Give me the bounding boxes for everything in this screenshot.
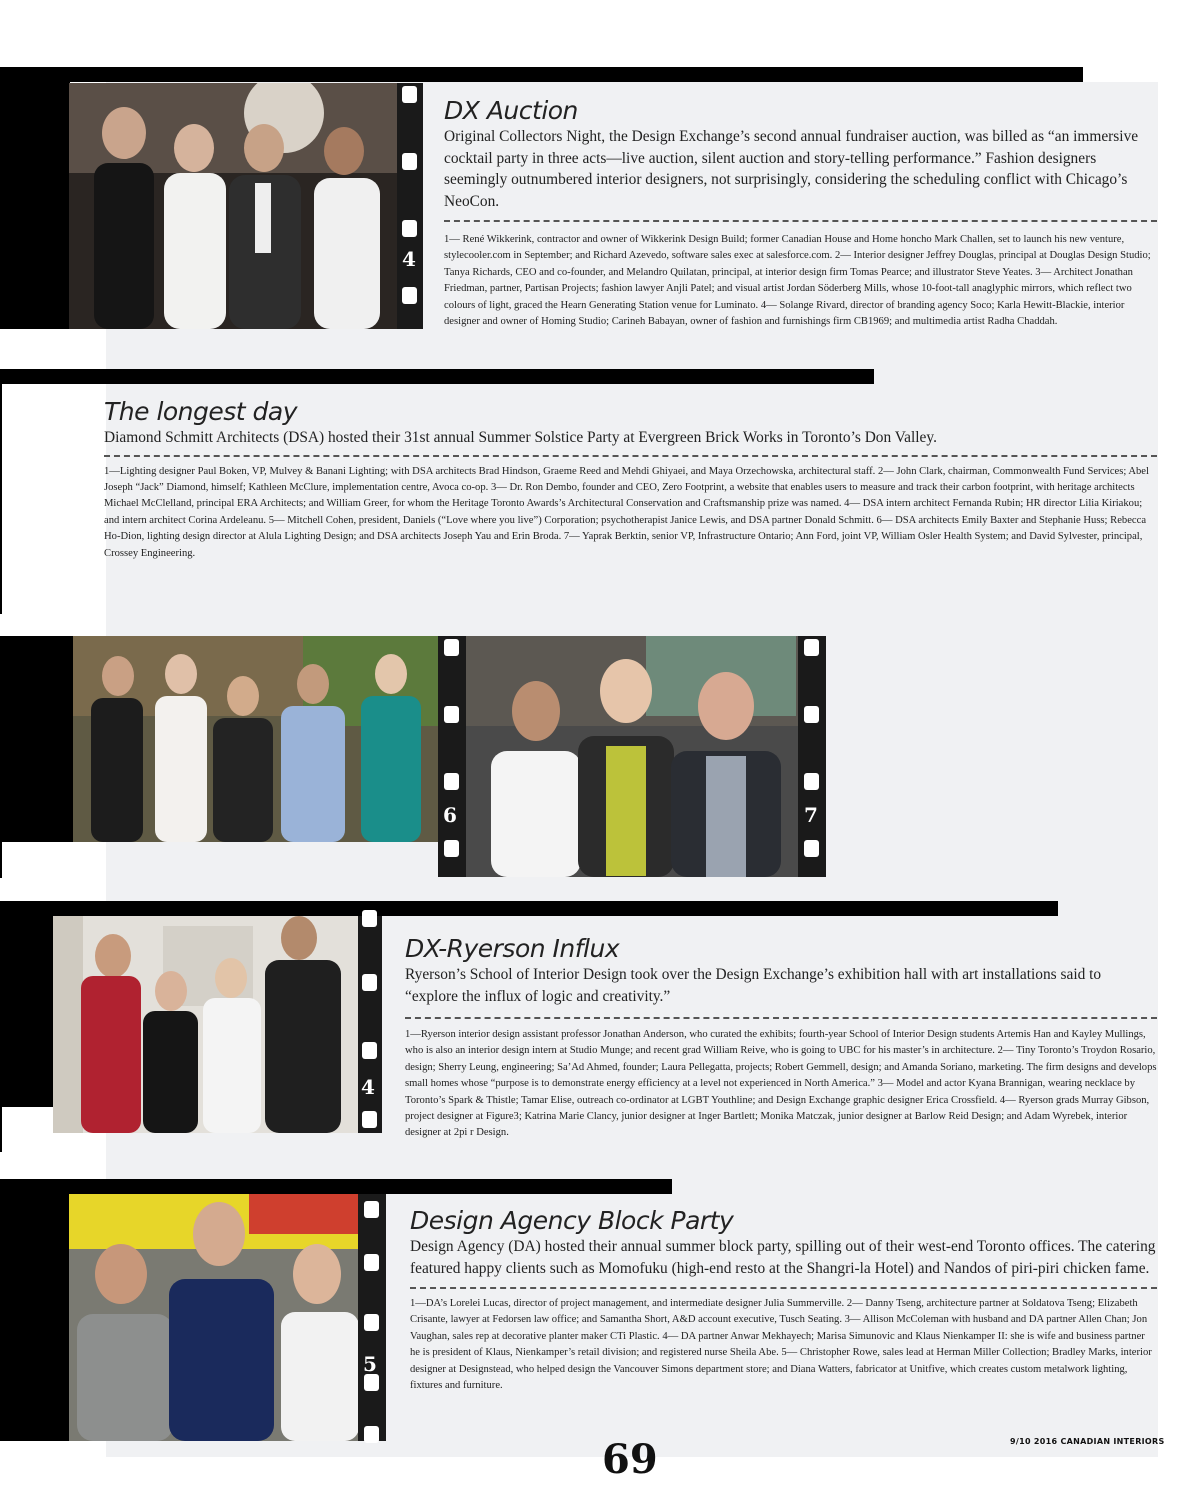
dashed-divider <box>410 1287 1157 1289</box>
section-lede: Ryerson’s School of Interior Design took over the Design Exchange’s exhibition hall with art installations said to “explore the influx of logic and creativity.” <box>405 966 1102 1005</box>
section-title: The longest day <box>104 397 298 426</box>
section-lede: Design Agency (DA) hosted their annual summer block party, spilling out of their west-end Toronto offices. The catering featured happy clients such as Momofuku (high-end resto at the Shangri-la Hotel) and Nandos of piri-piri chicken fame. <box>410 1238 1156 1277</box>
section-bar <box>0 369 874 384</box>
photo-longest-day-6 <box>73 636 441 842</box>
section-edge-line <box>0 384 2 614</box>
section-title: Design Agency Block Party <box>410 1206 734 1235</box>
photo-ryerson <box>53 916 361 1133</box>
photo-caption: 1—Ryerson interior design assistant professor Jonathan Anderson, who curated the exhibits; fourth-year School of Interior Design students Artemis Han and Kayley Mullings, who is also an interior design intern at Studio Munge; and recent grad William Reive, who is going to UBC for his master’s in architecture. 2— Tiny Toronto’s Troydon Rosario, design; Sherry Leung, engineering; Sa’Ad Ahmed, founder; Laura Pellegatta, projects; Robert Gemmell, design; and Amanda Soriano, marketing. The firm designs and develops small homes whose “purpose is to demonstrate energy efficiency at a level not experienced in North America.” 3— Model and actor Kyana Brannigan, wearing necklace by Toronto’s Spark & Thistle; Tamar Elise, outreach co-ordinator at LGBT Youthline; and Design Exchange graphic designer Erica Crossfield. 4— Ryerson grads Murray Gibson, project designer at Figure3; Katrina Marie Clancy, junior designer at Inger Bartlett; Monika Matczak, junior designer at Barlow Reid Design; and Adam Wyrebek, interior designer at 2pi r Design. <box>405 1029 1157 1139</box>
photo-longest-day-7 <box>466 636 799 877</box>
page-number: 69 <box>602 1436 658 1483</box>
section-block <box>0 1179 70 1441</box>
film-sprocket-strip <box>397 83 423 329</box>
film-sprocket-strip <box>798 636 826 877</box>
section-block <box>0 636 73 842</box>
section-title: DX Auction <box>444 96 578 125</box>
photo-number: 4 <box>361 1075 375 1099</box>
magazine-issue-label: 9/10 2016 CANADIAN INTERIORS <box>1010 1437 1165 1446</box>
photo-number: 4 <box>402 247 416 271</box>
dashed-divider <box>104 455 1157 457</box>
section-dx-ryerson <box>405 934 1157 1142</box>
photo-number: 7 <box>804 803 818 827</box>
film-sprocket-strip <box>358 916 382 1133</box>
section-bar <box>0 901 1058 916</box>
section-dx-auction <box>444 96 1157 330</box>
section-lede: Diamond Schmitt Architects (DSA) hosted their 31st annual Summer Solstice Party at Evergreen Brick Works in Toronto’s Don Valley. <box>104 429 937 446</box>
section-title: DX-Ryerson Influx <box>405 934 620 963</box>
photo-caption: 1— René Wikkerink, contractor and owner of Wikkerink Design Build; former Canadian House and Home honcho Mark Challen, set to launch his new venture, stylecooler.com in September; and Richard Azevedo, software sales exec at salesforce.com. 2— Interior designer Jeffrey Douglas, principal at Douglas Design Studio; Tanya Richards, CEO and co-founder, and Melandro Quilatan, principal, at interior design firm Tomas Pearce; and illustrator Steve Yeates. 3— Architect Jonathan Friedman, partner, Partisan Projects; fashion lawyer Anjli Patel; and visual artist Jordan Söderberg Mills, whose 10-foot-tall anaglyphic mirrors, which reflect two colours of light, graced the Hearn Generating Station venue for Luminato. 4— Solange Rivard, director of branding agency Soco; Karla Hewitt-Blackie, interior designer and owner of Homing Studio; Carineh Babayan, owner of fashion and furnishings firm CB1969; and multimedia artist Radha Chaddah. <box>444 234 1151 328</box>
photo-number: 6 <box>443 803 457 827</box>
section-edge-line <box>0 842 2 878</box>
section-longest-day <box>104 397 1157 562</box>
film-sprocket-strip <box>358 1194 386 1441</box>
photo-caption: 1—Lighting designer Paul Boken, VP, Mulvey & Banani Lighting; with DSA architects Brad Hindson, Graeme Reed and Mehdi Ghiyaei, and Maya Orzechowska, architectural staff. 2— John Clark, chairman, Commonwealth Fund Services; Abel Joseph “Jack” Diamond, himself; Kathleen McClure, implementation centre, Avoca co-op. 3— Dr. Ron Dembo, founder and CEO, Zero Footprint, a website that enables users to measure and track their carbon footprint, with heritage architects Michael McClelland, principal ERA Architects; and William Greer, for whom the Heritage Toronto Awards’s Architectural Conservation and Craftsmanship prize was named. 4— DSA intern architect Fernanda Rubin; HR director Lilia Kiriakou; and intern architect Corina Ardeleanu. 5— Mitchell Cohen, president, Daniels (“Love where you live”) Corporation; psychotherapist Janice Lewis, and DSA partner Donald Schmitt. 6— DSA architects Emily Baxter and Stephanie Huss; Rebecca Ho-Dion, lighting design director at Alula Lighting Design; and DSA architects Joseph Yau and Erin Broda. 7— Yaprak Berktin, senior VP, Infrastructure Ontario; Ann Ford, joint VP, William Osler Health System; and David Sylvester, principal, Crossey Engineering. <box>104 465 1149 559</box>
section-bar <box>0 1179 672 1194</box>
photo-number: 5 <box>363 1352 377 1376</box>
photo-caption: 1—DA’s Lorelei Lucas, director of project management, and intermediate designer Julia Summerville. 2— Danny Tseng, architecture partner at Soldatova Tseng; Elizabeth Crisante, lawyer at Fedorsen law office; and Samantha Short, A&D account executive, Tusch Seating. 3— Allison McColeman with husband and DA partner Allen Chan; Jon Vaughan, sales rep at decorative planter maker CTi Plastic. 4— DA partner Anwar Mekhayech; Marisa Simunovic and Klaus Nienkamper II: she is wife and business partner he is president of Klaus, Nienkamper’s retail division; and registered nurse Sheila Abe. 5— Christopher Rowe, sales lead at Herman Miller Collection; Bradley Marks, interior designer at Designstead, who helped design the Vancouver Simons department store; and Diana Watters, fabricator at Unitfive, which creates custom metalwork lighting, fixtures and furniture. <box>410 1298 1152 1392</box>
section-lede: Original Collectors Night, the Design Exchange’s second annual fundraiser auction, was billed as “an immersive cocktail party in three acts—live auction, silent auction and story-telling performance.” Fashion designers seemingly outnumbered interior designers, not surprisingly, considering the scheduling conflict with Chicago’s NeoCon. <box>444 128 1139 210</box>
section-block <box>0 67 70 329</box>
dashed-divider <box>444 220 1157 222</box>
section-design-agency <box>410 1206 1157 1394</box>
film-sprocket-strip <box>438 636 466 877</box>
photo-dx-auction <box>69 83 397 329</box>
dashed-divider <box>405 1017 1157 1019</box>
section-bar <box>0 67 1083 82</box>
photo-design-agency <box>69 1194 359 1441</box>
section-edge-line <box>0 1107 2 1152</box>
